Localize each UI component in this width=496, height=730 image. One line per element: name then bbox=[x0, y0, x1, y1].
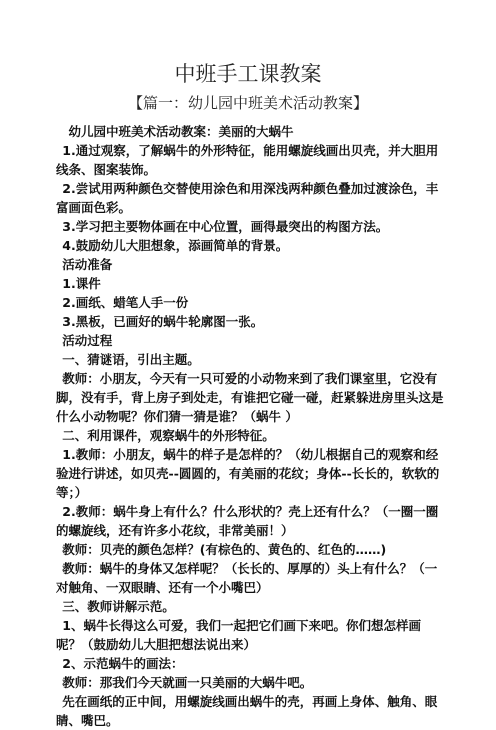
teacher-dialogue: 教师：那我们今天就画一只美丽的大蜗牛吧。 bbox=[62, 675, 313, 690]
teacher-dialogue: 1.教师：小朋友，蜗牛的样子是怎样的？（幼儿根据自己的观察和经验进行讲述，如贝壳--圆圆的，有美丽的花纹；身体--长长的，软软的等；） bbox=[56, 447, 440, 500]
document-title: 中班手工课教案 bbox=[174, 62, 322, 86]
step-heading-2: 二、利用课件，观察蜗牛的外形特征。 bbox=[62, 428, 275, 443]
teacher-dialogue: 1、蜗牛长得这么可爱，我们一起把它们画下来吧。你们想怎样画呢？（鼓励幼儿大胆把想法说出来） bbox=[56, 618, 421, 652]
section-heading-process: 活动过程 bbox=[62, 333, 113, 348]
demo-instruction: 先在画纸的正中间，用螺旋线画出蜗牛的壳，再画上身体、触角、眼睛、嘴巴。 bbox=[56, 694, 438, 728]
goal-item-4: 4.鼓励幼儿大胆想象，添画简单的背景。 bbox=[62, 238, 289, 253]
preparation-item-3: 3.黑板，已画好的蜗牛轮廓图一张。 bbox=[62, 314, 264, 329]
document-subtitle: 【篇一：幼儿园中班美术活动教案】 bbox=[127, 94, 368, 112]
goal-item-2: 2.尝试用两种颜色交替使用涂色和用深浅两种颜色叠加过渡涂色，丰富画面色彩。 bbox=[56, 181, 439, 215]
preparation-item-1: 1.课件 bbox=[62, 276, 101, 291]
lesson-heading: 幼儿园中班美术活动教案：美丽的大蜗牛 bbox=[68, 124, 294, 139]
demo-heading: 2、示范蜗牛的画法： bbox=[62, 656, 184, 671]
document-body bbox=[56, 122, 444, 730]
goal-item-1: 1.通过观察，了解蜗牛的外形特征，能用螺旋线画出贝壳，并大胆用线条、图案装饰。 bbox=[56, 143, 439, 177]
preparation-item-2: 2.画纸、蜡笔人手一份 bbox=[62, 295, 189, 310]
step-heading-1: 一、猜谜语，引出主题。 bbox=[62, 352, 200, 367]
teacher-dialogue: 2.教师：蜗牛身上有什么？什么形状的？壳上还有什么？（一圈一圈的螺旋线，还有许多小花纹，非常美丽！） bbox=[56, 504, 439, 538]
teacher-dialogue: 教师：蜗牛的身体又怎样呢？（长长的、厚厚的）头上有什么？（一对触角、一双眼睛、还有一个小嘴巴） bbox=[56, 561, 438, 595]
goal-item-3: 3.学习把主要物体画在中心位置，画得最突出的构图方法。 bbox=[62, 219, 389, 234]
step-heading-3: 三、教师讲解示范。 bbox=[62, 599, 175, 614]
section-heading-preparation: 活动准备 bbox=[62, 257, 113, 272]
teacher-dialogue: 教师：小朋友，今天有一只可爱的小动物来到了我们课室里，它没有脚，没有手，背上房子到处走，有谁把它碰一碰，赶紧躲进房里头这是什么小动物呢？你们猜一猜是谁？（蜗牛 ） bbox=[56, 371, 444, 424]
teacher-dialogue: 教师：贝壳的颜色怎样？(有棕色的、黄色的、红色的……) bbox=[62, 542, 387, 557]
